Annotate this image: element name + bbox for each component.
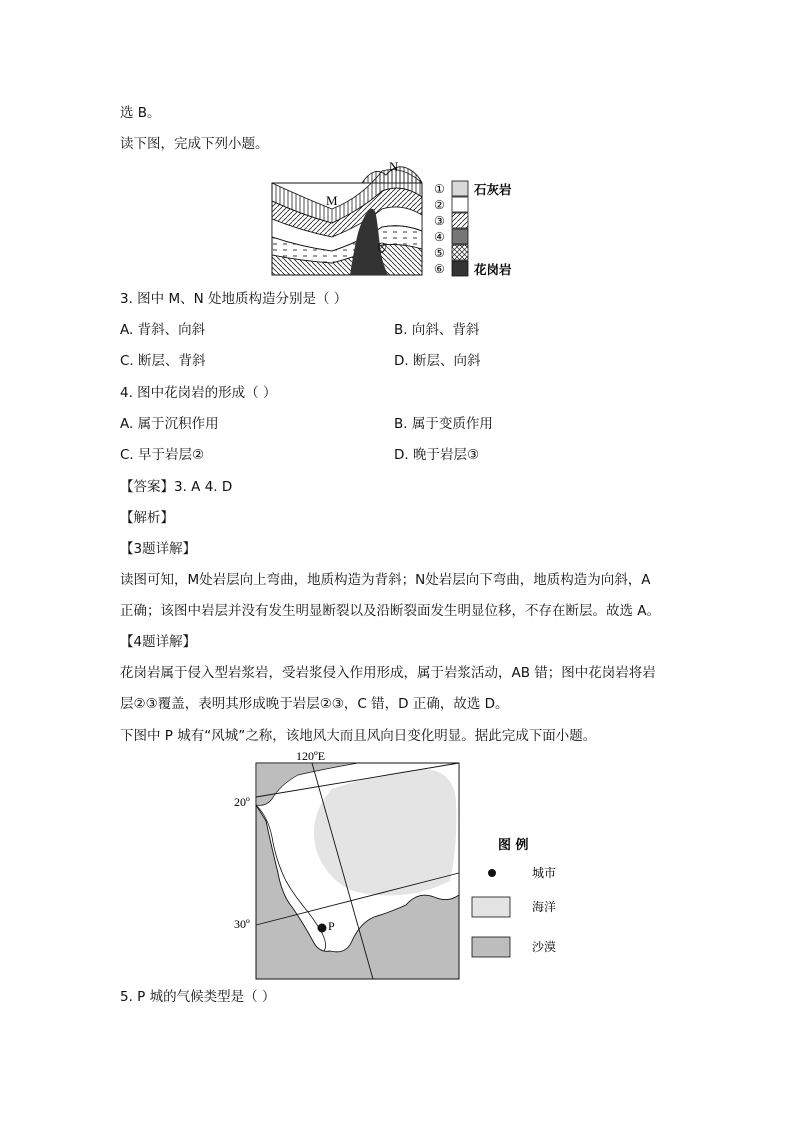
question-5: 5. P 城的气候类型是（ ） <box>120 989 276 1005</box>
legend-num-6: ⑥ <box>434 262 445 276</box>
legend-ocean-label: 海洋 <box>532 900 557 914</box>
q4-option-a: A. 属于沉积作用 <box>120 416 219 432</box>
detail-3-para-2: 正确；该图中岩层并没有发生明显断裂以及沿断裂面发生明显位移，不存在断层。故选 A。 <box>120 603 661 619</box>
q4-option-b: B. 属于变质作用 <box>394 416 493 432</box>
lat-30-label: 30º <box>234 917 250 931</box>
lat-20-label: 20º <box>234 795 250 809</box>
legend-city-icon <box>488 869 496 877</box>
legend-swatch-6 <box>452 261 468 276</box>
q3-option-d: D. 断层、向斜 <box>394 353 481 369</box>
legend-num-3: ③ <box>434 214 445 228</box>
detail-3-heading: 【3题详解】 <box>120 541 197 557</box>
legend-swatch-3 <box>452 213 468 228</box>
legend-city-label: 城市 <box>532 866 557 880</box>
detail-4-para-2: 层②③覆盖，表明其形成晚于岩层②③，C 错，D 正确，故选 D。 <box>120 696 509 712</box>
text-line-2: 读下图，完成下列小题。 <box>120 136 269 152</box>
legend-num-4: ④ <box>434 230 445 244</box>
legend-swatch-2 <box>452 197 468 212</box>
q4-option-c: C. 早于岩层② <box>120 447 205 463</box>
lon-label: 120ºE <box>296 749 326 763</box>
question-4: 4. 图中花岗岩的形成（ ） <box>120 385 277 401</box>
legend-num-5: ⑤ <box>434 246 445 260</box>
detail-4-heading: 【4题详解】 <box>120 634 197 650</box>
legend-num-2: ② <box>434 198 445 212</box>
legend-limestone: 石灰岩 <box>474 182 512 197</box>
detail-3-para-1: 读图可知，M处岩层向上弯曲，地质构造为背斜；N处岩层向下弯曲，地质构造为向斜，A <box>120 572 651 588</box>
text-line-1: 选 B。 <box>120 105 161 121</box>
answer-line: 【答案】3. A 4. D <box>120 479 233 495</box>
legend-swatch-5 <box>452 245 468 260</box>
map-legend-title: 图 例 <box>498 838 529 853</box>
city-p-label: P <box>328 919 335 933</box>
question-3: 3. 图中 M、N 处地质构造分别是（ ） <box>120 291 348 307</box>
city-p-marker <box>318 924 327 933</box>
q3-option-a: A. 背斜、向斜 <box>120 322 206 338</box>
detail-4-para-1: 花岗岩属于侵入型岩浆岩，受岩浆侵入作用形成，属于岩浆活动，AB 错；图中花岗岩将岩 <box>120 665 656 681</box>
ocean-area <box>314 769 456 895</box>
legend-granite: 花岗岩 <box>474 262 512 277</box>
legend-swatch-4 <box>452 229 468 244</box>
label-n: N <box>389 159 399 174</box>
label-m: M <box>326 193 338 208</box>
legend-ocean-swatch <box>472 897 510 917</box>
q3-option-c: C. 断层、背斜 <box>120 353 206 369</box>
geology-figure <box>262 157 522 281</box>
legend-desert-swatch <box>472 937 510 957</box>
legend-swatch-1 <box>452 181 468 196</box>
legend-numbers <box>434 182 445 276</box>
legend-num-1: ① <box>434 182 445 196</box>
legend-desert-label: 沙漠 <box>532 940 557 954</box>
q4-option-d: D. 晚于岩层③ <box>394 447 480 463</box>
q3-option-b: B. 向斜、背斜 <box>394 322 480 338</box>
intro-line-2: 下图中 P 城有“风城”之称，该地风大而且风向日变化明显。据此完成下面小题。 <box>120 728 597 744</box>
analysis-heading: 【解析】 <box>120 510 174 526</box>
map-figure <box>228 745 588 985</box>
